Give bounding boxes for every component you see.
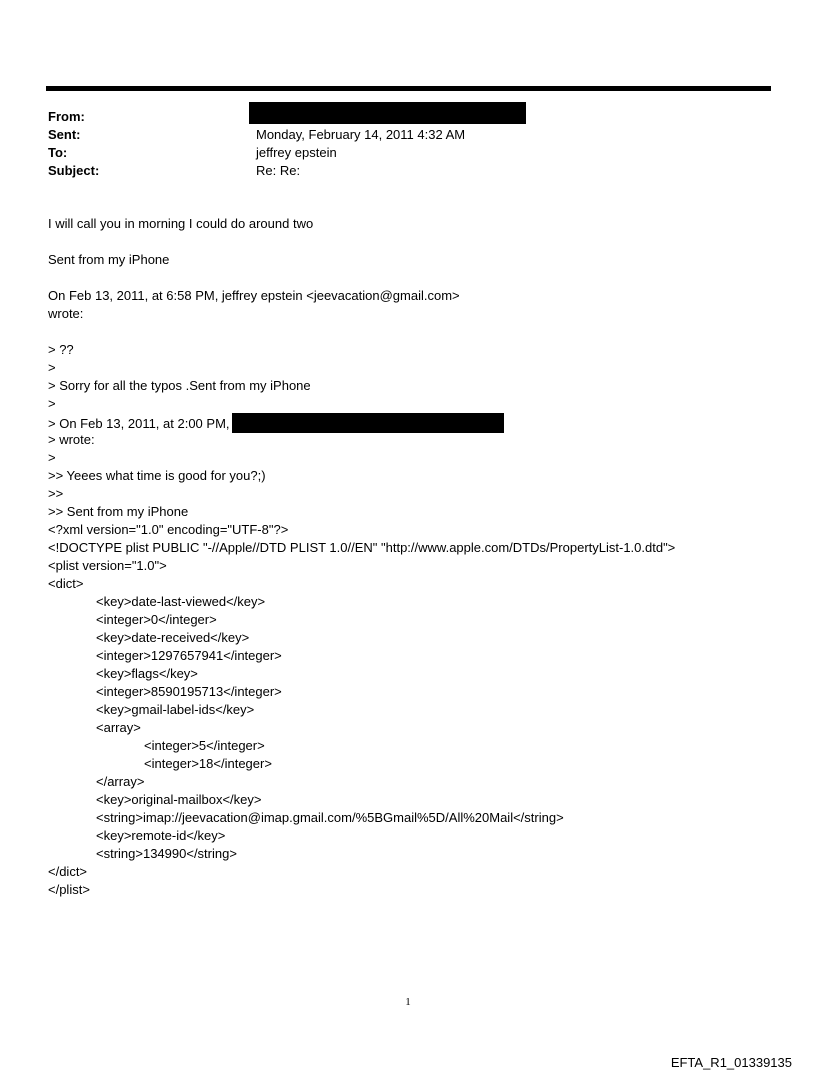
page-number: 1: [405, 996, 411, 1008]
plist-line: </dict>: [48, 864, 88, 879]
sent-label: Sent:: [48, 127, 81, 142]
body-line: On Feb 13, 2011, at 6:58 PM, jeffrey epstein <jeevacation@gmail.com>: [48, 288, 460, 303]
quoted-line: >>: [48, 486, 64, 501]
blank-line: [48, 323, 788, 341]
plist-line: <integer>0</integer>: [96, 612, 217, 627]
body-line: Sent from my iPhone: [48, 252, 170, 267]
to-value: jeffrey epstein: [256, 145, 337, 160]
subject-value: Re: Re:: [256, 163, 301, 178]
sent-value: Monday, February 14, 2011 4:32 AM: [256, 127, 466, 142]
plist-line: <string>imap://jeevacation@imap.gmail.com/%5BGmail%5D/All%20Mail</string>: [96, 810, 564, 825]
plist-line: <key>original-mailbox</key>: [96, 792, 262, 807]
from-label: From:: [48, 109, 85, 124]
email-body: [48, 215, 788, 899]
plist-line: <plist version="1.0">: [48, 558, 167, 573]
plist-line: <integer>1297657941</integer>: [96, 648, 282, 663]
plist-line: <string>134990</string>: [96, 846, 237, 861]
plist-line: <key>remote-id</key>: [96, 828, 226, 843]
from-redaction: [249, 102, 526, 124]
quoted-line: > ??: [48, 342, 74, 357]
to-label: To:: [48, 145, 68, 160]
header-rule: [46, 86, 771, 91]
plist-line: <key>flags</key>: [96, 666, 198, 681]
body-line: wrote:: [48, 306, 84, 321]
quoted-line: >> Yeees what time is good for you?;): [48, 468, 266, 483]
quoted-line-text: > On Feb 13, 2011, at 2:00 PM,: [48, 416, 230, 431]
plist-line: <integer>5</integer>: [144, 738, 265, 753]
quoted-line: >: [48, 396, 56, 411]
plist-line: <!DOCTYPE plist PUBLIC "-//Apple//DTD PLIST 1.0//EN" "http://www.apple.com/DTDs/PropertyList-1.0.dtd">: [48, 540, 676, 555]
blank-line: [48, 269, 788, 287]
plist-line: <integer>8590195713</integer>: [96, 684, 282, 699]
quoted-line: > Sorry for all the typos .Sent from my iPhone: [48, 378, 311, 393]
quoted-line: >: [48, 360, 56, 375]
plist-line: </plist>: [48, 882, 90, 897]
quoted-line: >> Sent from my iPhone: [48, 504, 189, 519]
blank-line: [48, 233, 788, 251]
sender-redaction: [232, 413, 504, 433]
quoted-line: > wrote:: [48, 432, 95, 447]
plist-line: <integer>18</integer>: [144, 756, 272, 771]
quoted-line: >: [48, 450, 56, 465]
bates-number: EFTA_R1_01339135: [670, 1055, 792, 1070]
body-line: I will call you in morning I could do around two: [48, 216, 314, 231]
plist-line: </array>: [96, 774, 145, 789]
quoted-line-with-redaction: [48, 413, 788, 431]
plist-line: <array>: [96, 720, 141, 735]
plist-line: <key>date-last-viewed</key>: [96, 594, 266, 609]
plist-line: <key>date-received</key>: [96, 630, 250, 645]
plist-line: <dict>: [48, 576, 84, 591]
subject-label: Subject:: [48, 163, 100, 178]
plist-line: <key>gmail-label-ids</key>: [96, 702, 255, 717]
plist-line: <?xml version="1.0" encoding="UTF-8"?>: [48, 522, 289, 537]
